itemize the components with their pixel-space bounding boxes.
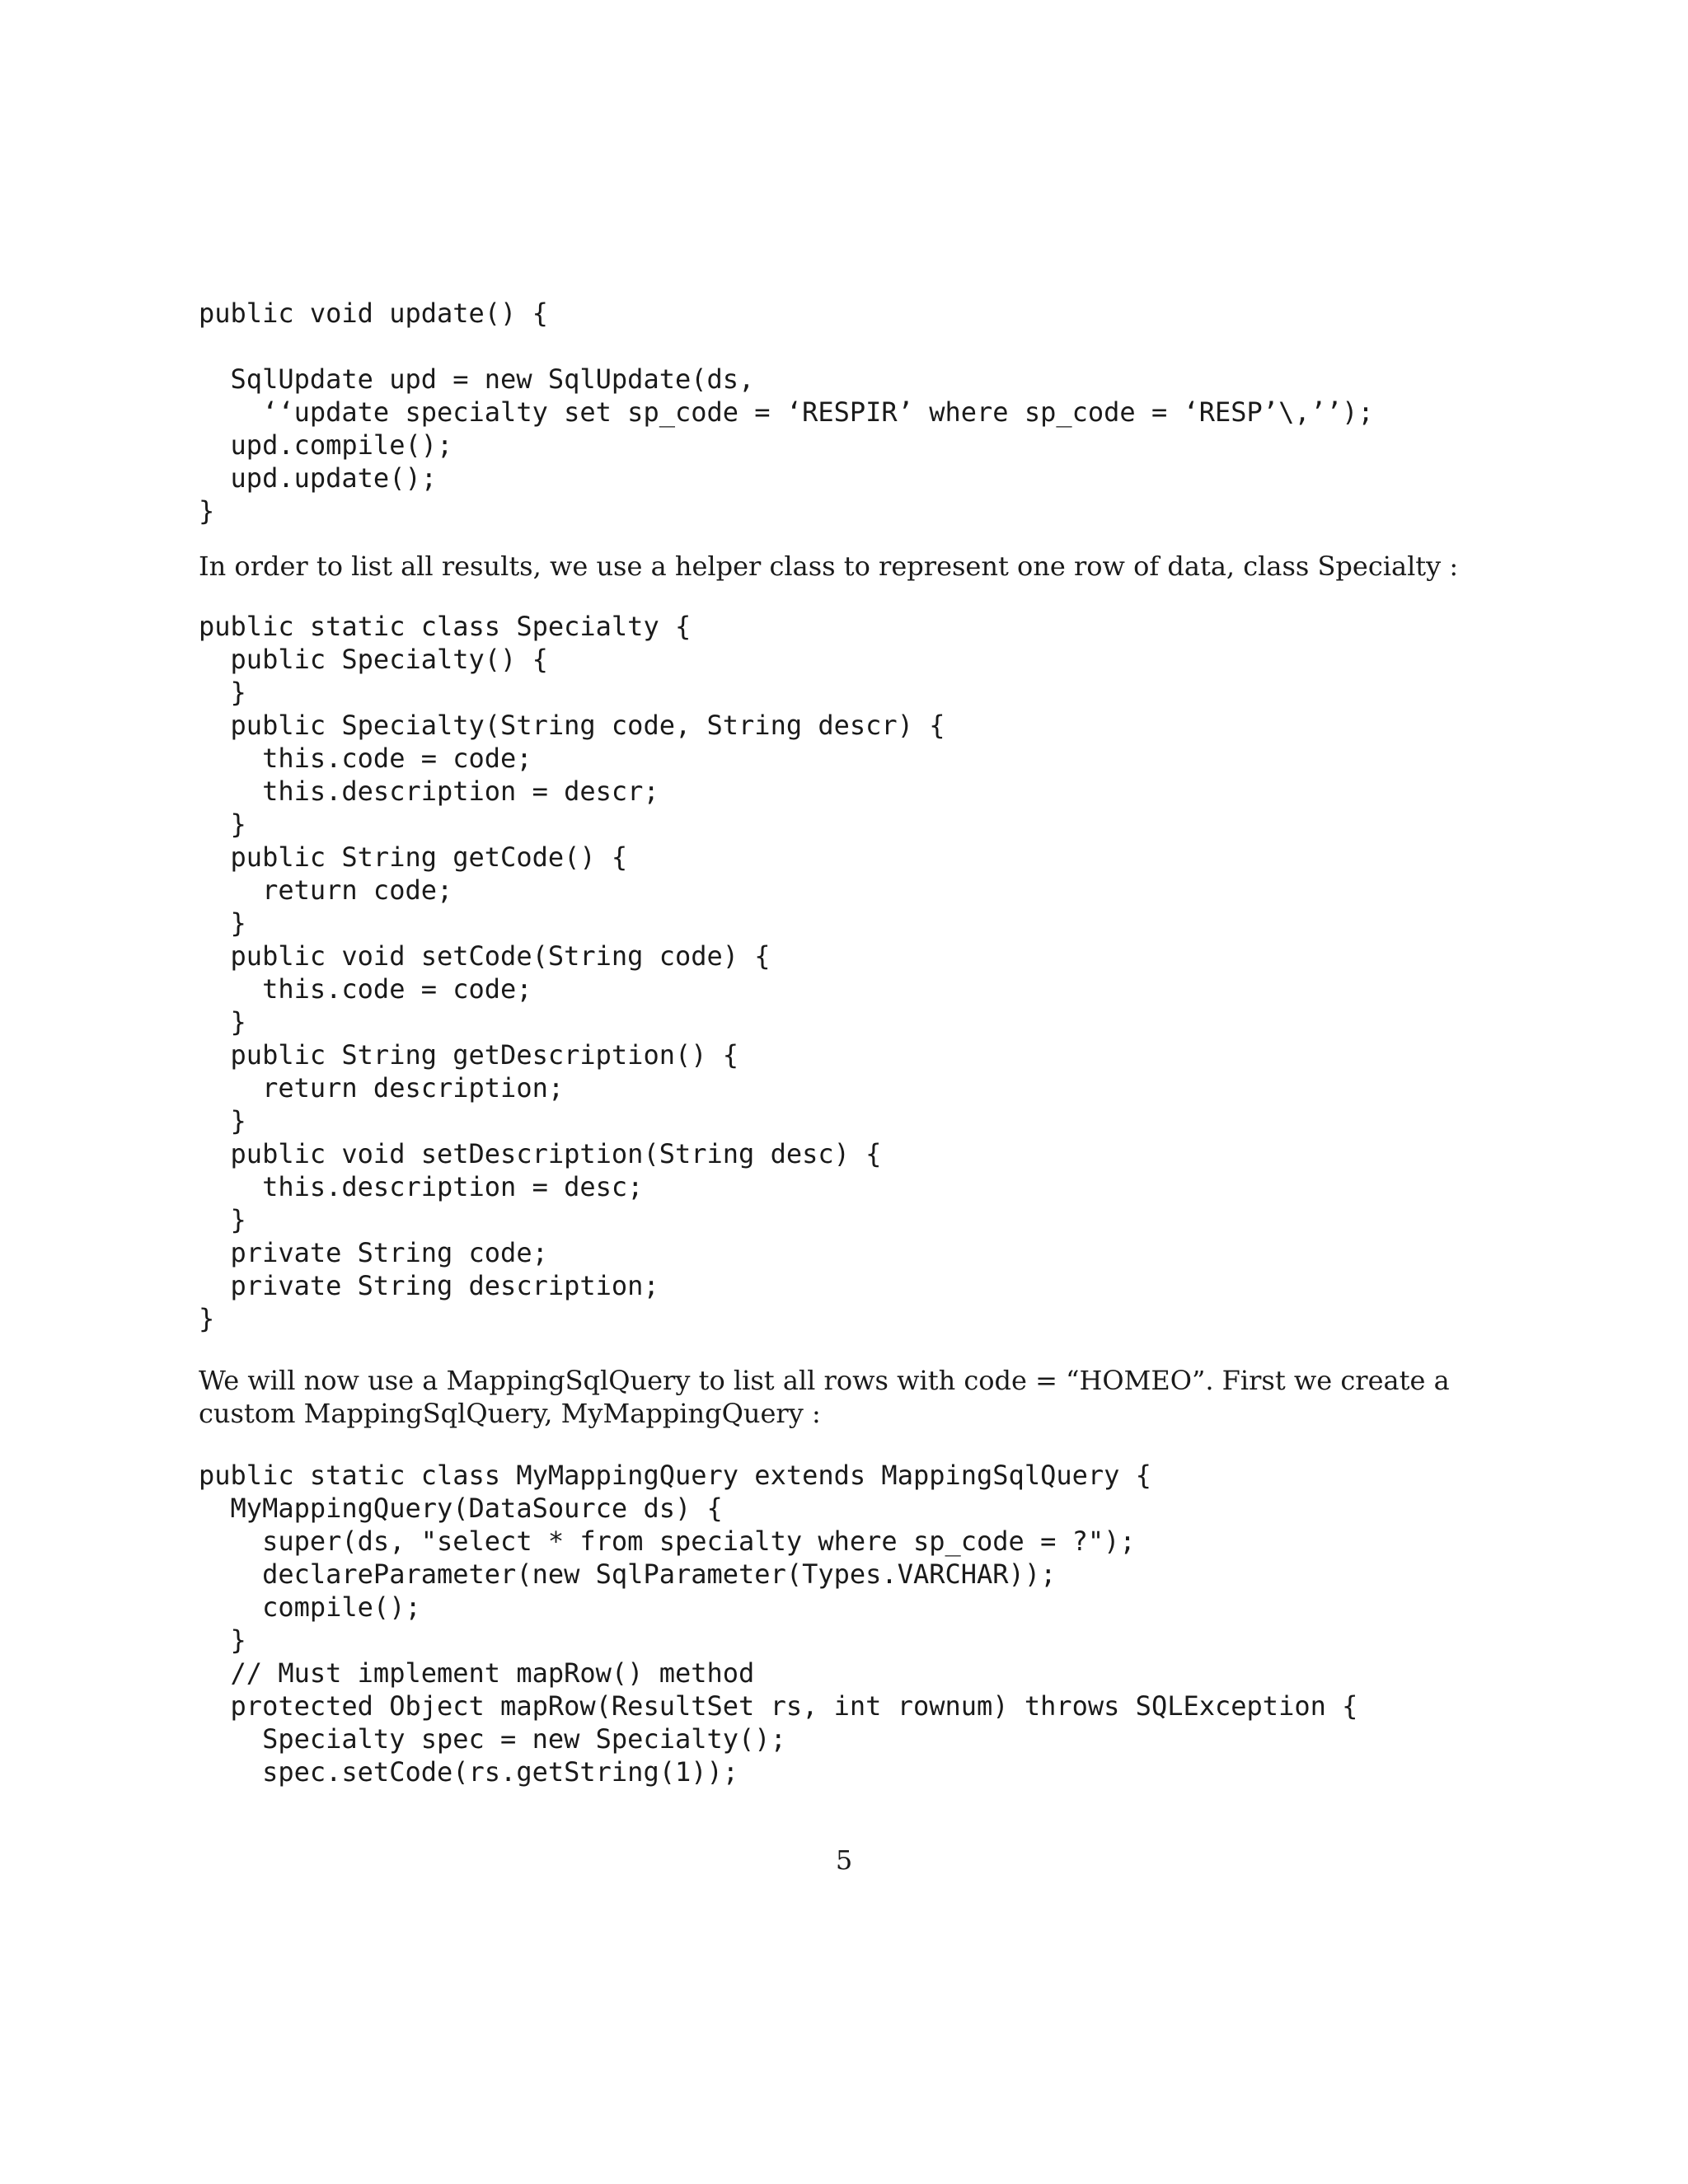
code-line: public static class MyMappingQuery extends MappingSqlQuery { xyxy=(199,1460,1151,1491)
code-line: super(ds, "select * from specialty where sp_code = ?"); xyxy=(199,1526,1136,1557)
code-line: public void update() { xyxy=(199,298,548,329)
code-line: } xyxy=(199,808,246,840)
code-line: Specialty spec = new Specialty(); xyxy=(199,1723,786,1755)
code-line: public Specialty() { xyxy=(199,644,548,675)
code-line: public void setCode(String code) { xyxy=(199,940,771,972)
code-line: } xyxy=(199,495,215,527)
code-line: } xyxy=(199,907,246,939)
code-line: private String description; xyxy=(199,1270,659,1301)
code-line: compile(); xyxy=(199,1591,421,1623)
paragraph-mapping-query xyxy=(199,1364,1501,1430)
code-line: } xyxy=(199,677,246,708)
paragraph-helper-class xyxy=(199,550,1501,583)
code-line: spec.setCode(rs.getString(1)); xyxy=(199,1756,739,1788)
code-block-specialty-class xyxy=(199,610,945,1335)
code-line: this.code = code; xyxy=(199,743,532,774)
paragraph-text: In order to list all results, we use a helper class to represent one row of data, class Specialty : xyxy=(199,551,1459,582)
code-line: this.code = code; xyxy=(199,973,532,1005)
code-line: // Must implement mapRow() method xyxy=(199,1657,755,1689)
code-line: return code; xyxy=(199,874,453,906)
code-line: public String getCode() { xyxy=(199,841,628,873)
paragraph-text: We will now use a MappingSqlQuery to list all rows with code = “HOMEO”. First we create a custom MappingSqlQuery, MyMappingQuery : xyxy=(199,1365,1450,1429)
page-number: 5 xyxy=(835,1844,853,1876)
code-blank-line xyxy=(199,330,1374,363)
code-line: upd.compile(); xyxy=(199,429,453,461)
code-line: } xyxy=(199,1006,246,1038)
code-line: upd.update(); xyxy=(199,462,437,494)
code-line: MyMappingQuery(DataSource ds) { xyxy=(199,1493,723,1524)
code-line: private String code; xyxy=(199,1237,548,1268)
code-line: public Specialty(String code, String descr) { xyxy=(199,710,945,741)
code-line: ‘‘update specialty set sp_code = ‘RESPIR’ where sp_code = ‘RESP’\,’’); xyxy=(199,396,1374,428)
code-line: } xyxy=(199,1624,246,1656)
code-line: public void setDescription(String desc) { xyxy=(199,1138,882,1169)
code-line: return description; xyxy=(199,1072,565,1104)
code-line: } xyxy=(199,1105,246,1137)
code-block-update xyxy=(199,297,1374,527)
code-line: protected Object mapRow(ResultSet rs, int rownum) throws SQLException { xyxy=(199,1690,1358,1722)
code-line: public String getDescription() { xyxy=(199,1039,739,1071)
code-block-mymappingquery xyxy=(199,1459,1357,1788)
code-line: declareParameter(new SqlParameter(Types.VARCHAR)); xyxy=(199,1558,1057,1590)
code-line: } xyxy=(199,1303,215,1334)
code-line: } xyxy=(199,1204,246,1235)
code-line: this.description = desc; xyxy=(199,1171,644,1202)
code-line: SqlUpdate upd = new SqlUpdate(ds, xyxy=(199,363,755,395)
code-line: public static class Specialty { xyxy=(199,611,692,642)
code-line: this.description = descr; xyxy=(199,776,659,807)
